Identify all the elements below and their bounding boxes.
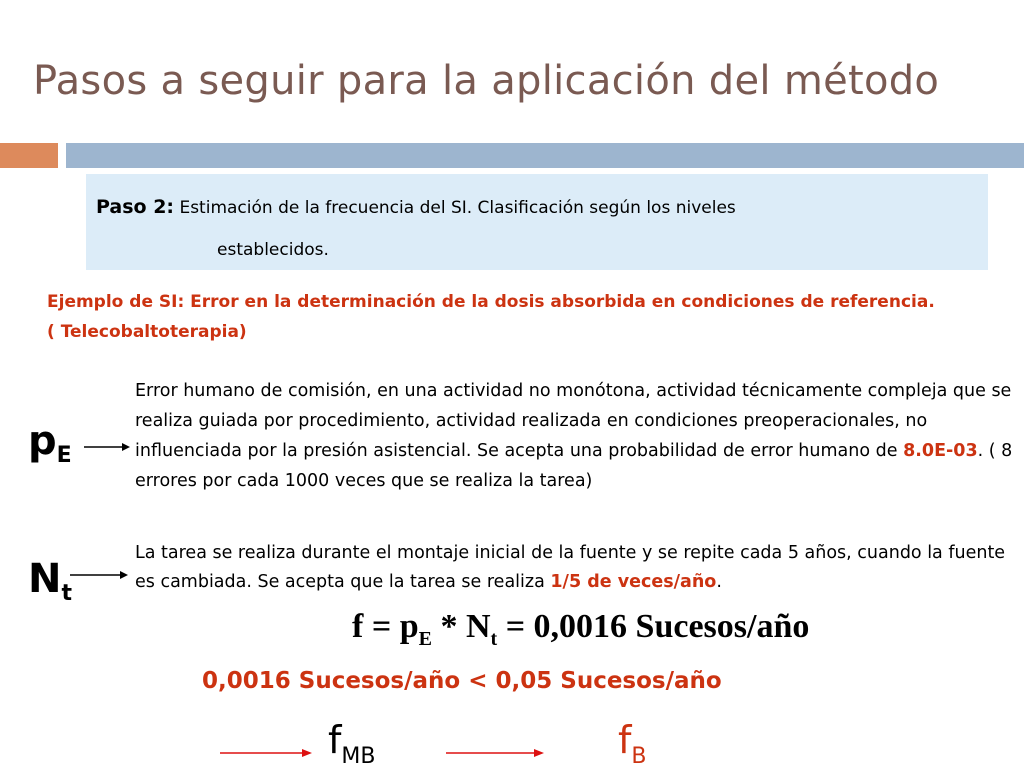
step-label: Paso 2: bbox=[96, 196, 175, 218]
symbol-pe bbox=[28, 418, 72, 468]
pe-text-after: . ( 8 errores por cada 1000 veces que se realiza la tarea) bbox=[135, 441, 1013, 491]
step-line-1 bbox=[96, 196, 736, 218]
arrow-right-icon bbox=[220, 746, 312, 760]
nt-text-after: . bbox=[716, 572, 722, 592]
symbol-fmb bbox=[328, 718, 375, 769]
formula-sub-t: t bbox=[490, 628, 498, 650]
symbol-pe-main: p bbox=[28, 418, 57, 464]
symbol-nt bbox=[28, 556, 72, 606]
arrow-right-icon bbox=[84, 440, 130, 454]
formula-f: f = p bbox=[352, 608, 419, 645]
frequency-formula bbox=[352, 608, 809, 651]
symbol-fmb-main: f bbox=[328, 718, 342, 762]
symbol-fb-main: f bbox=[618, 718, 632, 762]
symbol-fmb-sub: MB bbox=[341, 744, 376, 769]
nt-description bbox=[135, 539, 1015, 597]
accent-bar-blue bbox=[66, 143, 1024, 168]
symbol-fb-sub: B bbox=[631, 744, 647, 769]
pe-highlight-value: 8.0E-03 bbox=[903, 441, 978, 461]
nt-highlight-value: 1/5 de veces/año bbox=[550, 572, 717, 592]
pe-text-before: Error humano de comisión, en una actividad no monótona, actividad técnicamente compleja que se realiza guiada por procedimiento, actividad realizada en condiciones preoperacionales, no influenciada por la presión asistencial. Se acepta una probabilidad de error humano de bbox=[135, 381, 1012, 461]
pe-description bbox=[135, 376, 1015, 496]
formula-sub-e: E bbox=[418, 628, 432, 650]
symbol-pe-sub: E bbox=[56, 443, 72, 468]
page-title: Pasos a seguir para la aplicación del método bbox=[33, 58, 940, 104]
comparison-statement: 0,0016 Sucesos/año < 0,05 Sucesos/año bbox=[202, 668, 722, 694]
nt-text-before: La tarea se realiza durante el montaje inicial de la fuente y se repite cada 5 años, cuando la fuente es cambiada. Se acepta que la tarea se realiza bbox=[135, 543, 1006, 592]
arrow-right-icon bbox=[446, 746, 544, 760]
step-line-2: establecidos. bbox=[217, 240, 329, 260]
symbol-nt-main: N bbox=[28, 556, 62, 602]
arrow-right-icon bbox=[70, 568, 128, 582]
step-description: Estimación de la frecuencia del SI. Clasificación según los niveles bbox=[179, 198, 736, 218]
formula-result: = 0,0016 Sucesos/año bbox=[497, 608, 810, 645]
symbol-nt-sub: t bbox=[61, 581, 73, 606]
symbol-fb bbox=[618, 718, 646, 769]
accent-bar-orange bbox=[0, 143, 58, 168]
example-heading: Ejemplo de SI: Error en la determinación de la dosis absorbida en condiciones de referencia. ( Telecobaltoterapia) bbox=[47, 292, 935, 342]
formula-times-n: * N bbox=[431, 608, 491, 645]
